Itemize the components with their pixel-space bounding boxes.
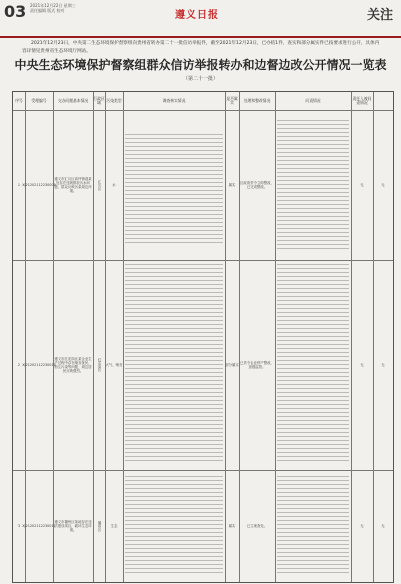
header-code: 受理编号 [31, 97, 47, 103]
row-handling: 已责令企业停产整改，加强监管。 [240, 360, 274, 369]
row-verified: 属实 [228, 523, 236, 528]
complaint-table [12, 91, 394, 583]
header-summary: 交办问题基本情况 [57, 97, 89, 103]
header-investigation: 调查核实情况 [162, 97, 186, 103]
row-accountability-status: 无 [360, 523, 364, 528]
row-verified: 属实 [228, 182, 236, 187]
row-accountability [277, 264, 349, 464]
batch-label: （第二十一批） [182, 76, 218, 82]
row-pollution: 生态 [110, 523, 118, 528]
row-code: XJ21202112230011 [22, 523, 56, 528]
row-handling: 区政府责令立即整改，已完成整改。 [240, 180, 274, 189]
row-summary: 遵义市播州区某地存在违法建设项目，破坏生态环境。 [54, 519, 92, 533]
section-title: 关注 [366, 8, 393, 23]
row-investigation [125, 264, 223, 464]
row-person: 无 [381, 362, 385, 367]
row-region: 红花岗区 [97, 358, 102, 372]
meta-line: 责任编辑 版式 校对 [30, 8, 65, 13]
row-person: 无 [381, 523, 385, 528]
row-pollution: 大气、噪音 [105, 362, 123, 367]
intro-paragraph: 2021年12月23日，中央第二生态环境保护督察组向贵州省转办第二十一批信访举报件，截至2021年12月23日，已办结1件，查实和部分属实件已按要求进行公开，具体内容详情见贵州省生态环境厅网站。 [22, 41, 380, 54]
row-person: 无 [381, 182, 385, 187]
header-accountability: 问责情况 [305, 97, 321, 103]
row-accountability [277, 120, 349, 252]
header-verified: 是否属实 [226, 95, 238, 105]
masthead [0, 0, 401, 38]
edition-meta [30, 3, 90, 13]
row-seq: 1 [17, 182, 21, 187]
row-seq: 2 [17, 362, 21, 367]
row-code: XJ21202112230010 [22, 362, 56, 367]
row-handling: 已立案查处。 [246, 523, 268, 528]
row-accountability-status: 无 [360, 362, 364, 367]
row-pollution: 水 [112, 182, 116, 187]
header-seq: 序号 [15, 97, 23, 103]
row-investigation [125, 134, 223, 244]
header-handling: 处理和整改情况 [243, 97, 271, 103]
page-number: 03 [4, 2, 27, 21]
page-title: 中央生态环境保护督察组群众信访举报转办和边督边改公开情况一览表 [14, 58, 387, 72]
row-seq: 3 [17, 523, 21, 528]
row-accountability [277, 476, 349, 576]
row-summary: 遵义市红花岗区某企业生产过程中存在噪音扰民、粉尘污染等问题，周边居民反映强烈。 [54, 356, 92, 374]
header-region: 行政区域 [93, 95, 105, 105]
row-code: XJ21202112230009 [22, 182, 56, 187]
row-investigation [125, 476, 223, 576]
header-pollution: 污染类型 [106, 97, 122, 103]
row-accountability-status: 无 [360, 182, 364, 187]
header-person: 责任人被问责情况 [352, 95, 372, 105]
newspaper-logo: 遵义日报 [175, 10, 219, 21]
row-region: 汇川区 [97, 179, 102, 191]
meta-line: 2021年12月22日 星期三 [30, 3, 76, 8]
row-verified: 部分属实 [225, 362, 239, 367]
row-region: 播州区 [97, 520, 102, 532]
row-summary: 遵义市汇川区高坪街道某处存在违规排放污水问题，群众反映污染周边环境。 [54, 176, 92, 194]
